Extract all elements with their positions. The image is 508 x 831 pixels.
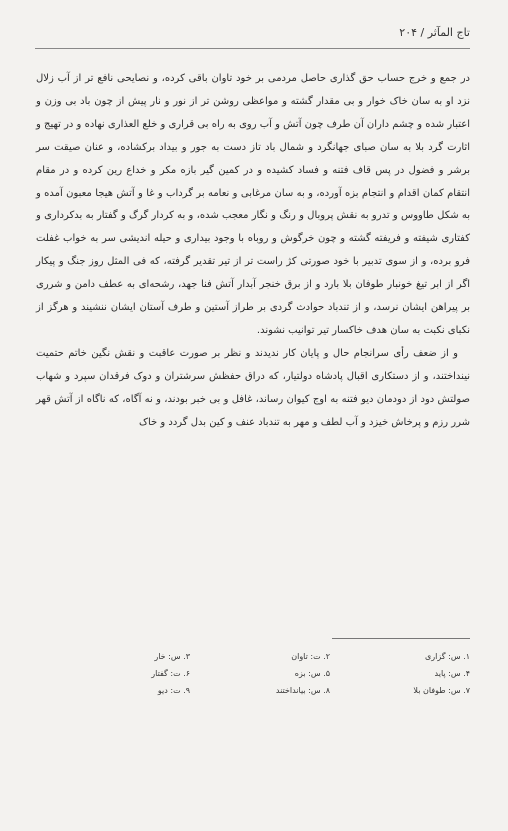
paragraph: در جمع و خرج حساب حق گذاری حاصل مردمی بر خود تاوان باقی کرده، و نصایحی نافع تر از آب زلال نزد او به سان خاک خوار و بی مقدار گشته و مواعظی روشن تر از نور و نار پیش از چون باد بی وزن و اعتبار شده و چشم داران آن طرف چون آتش و آب روی به راه بی قراری و خلع العذاری نهاده و در تهیج و اثارت گرد بلا به سان صبای جهانگرد و شمال باد تاز دست به جور و بیداد برکشاده، و عنان صیقت سر برشر و فضول در پس قاف فتنه و فساد کشیده و در کمین گیر بازه مکر و خداع رین کرده و در مقام انتقام کمان اقدام و انتجام بزه آورده، و به سان مرغابی و نعامه بر گرداب و غا و آتش هیجا معبون آمده و به شکل طاووس و تدرو به نقش پروبال و رنگ و نگار معجب شده، و به کردار گرگ و گفتار به بدکرداری و کفتاری شیفته و فریفته گشته و چون خرگوش و روباه با وجود بیداری و حیله اندیشی سر به خواب غفلت فرو برده، و از سوی تدبیر با خود صورتی کژ راست تر از تیر تقدیر گرفته، که فی المثل روز جنگ و پیکار اگر از ابر تیغ خونبار طوفان بلا بارد و از برق خنجر آبدار آتش فنا جهد، رشحه‌ای به عطف دامن و شرری بر پیراهن ایشان نرسد، و از تندباد حوادث گردی بر طراز آستین و طرف آستان ایشان ننشیند و هرگز از نکبای نکبت به سان هدف خاکسار تیر توانیب نشوند. bbox=[36, 73, 470, 336]
header-divider bbox=[35, 48, 470, 49]
footnote: ۱. س: گزاری bbox=[425, 652, 470, 661]
paragraph: و از ضعف رأی سرانجام حال و پایان کار ندیدند و نظر بر صورت عاقبت و نقش نگین خاتم حتمیت نینداختند، و از دستکاری اقبال پادشاه دولتیار، که دراق حفظش سرشتران و دوک فرقدان سپرد و شهاب صولتش دود از دودمان دیو فتنه به اوج کیوان رساند، غافل و بی خبر بودند، و نه آگاه، که ناگاه از آتش قهر شرر رزم و پرخاش خیزد و آب لطف و مهر به تندباد عنف و کین بدل گردد و خاک bbox=[36, 347, 470, 428]
footnote: ۵. س: بزه bbox=[294, 669, 330, 678]
footnote: ۴. س: پاید bbox=[434, 669, 470, 678]
footnotes bbox=[60, 652, 470, 695]
footnote: ۹. ت: دیو bbox=[157, 686, 190, 695]
footnote: ۷. س: طوفان بلا bbox=[413, 686, 470, 695]
footnote-divider bbox=[332, 638, 470, 639]
main-text bbox=[36, 68, 470, 435]
footnote: ۸. س: بیانداختند bbox=[275, 686, 330, 695]
footnote: ۲. ت: تاوان bbox=[291, 652, 330, 661]
footnote: ۳. س: خار bbox=[154, 652, 190, 661]
running-header: تاج المآثر / ۲۰۴ bbox=[399, 26, 470, 39]
footnote: ۶. ت: گفتار bbox=[151, 669, 190, 678]
